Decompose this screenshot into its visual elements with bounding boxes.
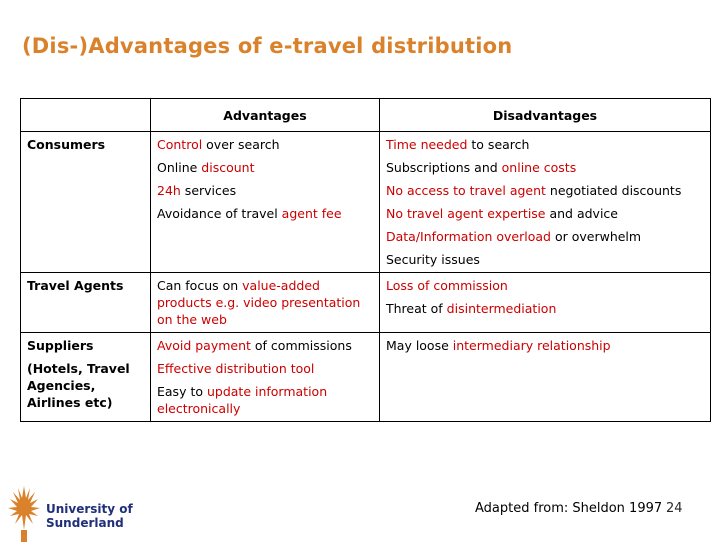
row-label [21, 333, 151, 422]
advantages-cell [151, 333, 380, 422]
highlighted-text: online costs [501, 160, 577, 175]
plain-text: Avoidance of travel [157, 206, 282, 221]
highlighted-text: Control [157, 137, 203, 152]
row-label [21, 132, 151, 273]
disadvantage-item [386, 182, 704, 199]
advantage-item [157, 360, 373, 377]
advantage-item [157, 383, 373, 417]
page-number: 24 [666, 501, 683, 516]
header-disadvantages: Disadvantages [380, 99, 711, 132]
advantages-cell [151, 273, 380, 333]
disadvantages-cell [380, 273, 711, 333]
comparison-table [20, 98, 711, 422]
highlighted-text: disintermediation [446, 301, 557, 316]
advantage-item [157, 159, 373, 176]
header-advantages: Advantages [151, 99, 380, 132]
highlighted-text: Time needed [386, 137, 468, 152]
disadvantages-cell [380, 132, 711, 273]
header-empty [21, 99, 151, 132]
disadvantage-item [386, 159, 704, 176]
disadvantage-item [386, 300, 704, 317]
plain-text: Security issues [386, 252, 480, 267]
highlighted-text: 24h [157, 183, 181, 198]
plain-text: negotiated discounts [545, 183, 682, 198]
slide-title: (Dis-)Advantages of e-travel distribution [22, 34, 513, 58]
highlighted-text: intermediary relationship [452, 338, 611, 353]
table-header-row [21, 99, 711, 132]
disadvantages-cell [380, 333, 711, 422]
plain-text: and advice [545, 206, 618, 221]
disadvantage-item [386, 205, 704, 222]
row-label-line: Consumers [27, 137, 106, 152]
advantage-item [157, 205, 373, 222]
plain-text: Online [157, 160, 202, 175]
plain-text: of commissions [250, 338, 352, 353]
table-row [21, 273, 711, 333]
logo-line-2: Sunderland [46, 516, 124, 530]
source-credit: Adapted from: Sheldon 1997 [475, 501, 663, 516]
highlighted-text: discount [201, 160, 255, 175]
plain-text: to search [467, 137, 530, 152]
plain-text: services [180, 183, 237, 198]
highlighted-text: No access to travel agent [386, 183, 546, 198]
disadvantage-item [386, 251, 704, 268]
row-label [21, 273, 151, 333]
plain-text: May loose [386, 338, 453, 353]
plain-text: Subscriptions and [386, 160, 502, 175]
table-row [21, 333, 711, 422]
advantage-item [157, 337, 373, 354]
row-label-line: Travel Agents [27, 278, 124, 293]
plain-text: Can focus on [157, 278, 243, 293]
highlighted-text: Avoid payment [157, 338, 251, 353]
highlighted-text: No travel agent expertise [386, 206, 546, 221]
highlighted-text: agent fee [281, 206, 342, 221]
plain-text: or overwhelm [550, 229, 642, 244]
logo-text [46, 502, 133, 530]
highlighted-text: value-added products e.g. video presentation on the web [157, 278, 361, 327]
plain-text: over search [202, 137, 280, 152]
plain-text: Easy to [157, 384, 207, 399]
advantages-cell [151, 132, 380, 273]
advantage-item [157, 277, 373, 328]
plain-text: Threat of [386, 301, 447, 316]
disadvantage-item [386, 277, 704, 294]
highlighted-text: Effective distribution tool [157, 361, 315, 376]
row-label-line: (Hotels, Travel Agencies, Airlines etc) [27, 361, 130, 410]
highlighted-text: Loss of commission [386, 278, 508, 293]
disadvantage-item [386, 228, 704, 245]
row-label-line: Suppliers [27, 338, 94, 353]
highlighted-text: Data/Information overload [386, 229, 551, 244]
highlighted-text: update information electronically [157, 384, 328, 416]
table-row [21, 132, 711, 273]
disadvantage-item [386, 337, 704, 354]
logo-line-1: University of [46, 502, 133, 516]
advantage-item [157, 136, 373, 153]
disadvantage-item [386, 136, 704, 153]
advantage-item [157, 182, 373, 199]
